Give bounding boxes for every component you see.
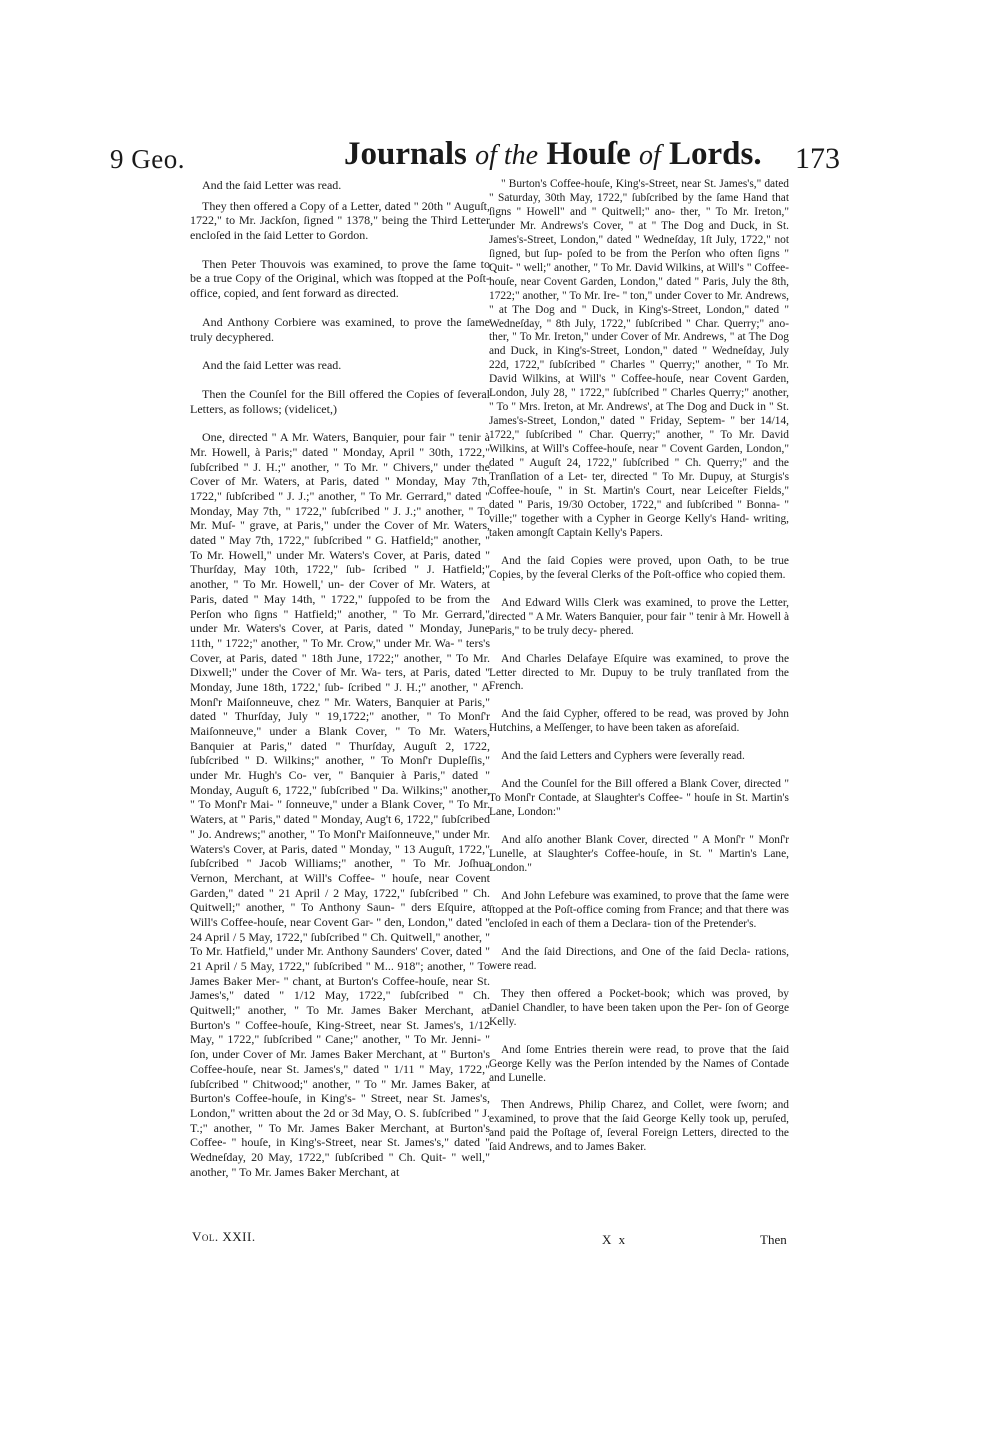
header-title — [344, 136, 762, 173]
volume-number: Vol. XXII. — [192, 1229, 256, 1244]
signature-mark: X x — [602, 1232, 628, 1247]
paragraph: One, directed " A Mr. Waters, Banquier, pour fair " tenir à Mr. Howell, à Paris;" dated " Monday, April " 30th, 1722," ſubſcribed " J. H.;" another, " To Mr. " Chivers," under the Cover of Mr. Waters, at Paris, dated " Monday, May 7th, 1722," ſubſcribed " J. J.;" another, " To Mr. Gerrard," dated " Monday, May 7th, " 1722," ſubſcribed " J. J.;" another, " To Mr. Muſ- " grave, at Paris," under the Cover of Mr. Waters, dated " May 7th, 1722," ſubſcribed " G. Hatfield;" another, " To Mr. Howell," under Mr. Waters's Cover, at Paris, dated " Thurſday, May 10th, 1722," ſub- ſcribed " J. Hatfield;" another, " To Mr. Howell,' un- der Cover of Mr. Waters, at Paris, dated " May 14th, " 1722," ſuppoſed to be from the Perſon who ſigns " Hatfield;" another, " To Mr. Gerrard," under Mr. Waters's Cover, at Paris, dated " Monday, June 11th, " 1722;" another, " To Mr. Crow," under Mr. Wa- " ters's Cover, at Paris, dated " 18th June, 1722;" another, " To Mr. Dixwell;" under the Cover of Mr. Wa- ters, at Paris, dated " Monday, June 18th, 1722,' ſub- ſcribed " J. H.;" another, " A Monſ'r Maiſonneuve, chez " Mr. Waters, Banquier at Paris," dated " Thurſday, July " 19,1722;" another, " To Monſ'r Maiſonneuve," under a Blank Cover, " To Mr. Waters, Banquier at Paris," dated " Thurſday, Auguſt 2, 1722, ſubſcribed " D. Wilkins;" another, " To Monſ'r Dupleſſis," under Mr. Hugh's Co- ver, " Banquier à Paris," dated " Monday, Auguſt 6, 1722," ſubſcribed " Da. Wilkins;" another, " To Monſ'r Mai- " ſonneuve," under a Blank Cover, " To Mr. Waters, at " Paris," dated " Monday, Aug't 6, 1722," ſubſcribed " Jo. Andrews;" another, " To Monſ'r Maiſonneuve," under Mr. Waters's Cover, at Paris, dated " Monday, " 13 Auguſt, 1722," ſubſcribed " Jacob Williams;" another, " To Mr. Joſhua Vernon, Merchant, at Will's Coffee- " houſe, near Covent Garden," dated " 21 April / 2 May, 1722," ſubſcribed " Ch. Quitwell;" another, " To Anthony Saun- " ders Eſquire, at Will's Coffee-houſe, near Covent Gar- " den, London," dated " 24 April / 5 May, 1722," ſubſcribed " Ch. Quitwell," another, " To Mr. Hatfield," under Mr. Anthony Saunders' Cover, dated " 21 April / 5 May, 1722," ſubſcribed " M... 918"; another, " To James Baker Mer- " chant, at Burton's Coffee-houſe, near St. James's," dated " 1/12 May, 1722," ſubſcribed " Ch. Quitwell;" another, " To Mr. James Baker Merchant, at Burton's " Coffee-houſe, King-Street, near St. James's, 1/12 May, " 1722," ſubſcribed " Cane;" another, " To Mr. Jenni- " ſon, under Cover of Mr. James Baker Merchant, at " Burton's Coffee-houſe, near St. James's," dated " 1/11 " May, 1722," ſubſcribed " Chitwood;" another, " To " Mr. James Baker, at Burton's Coffee-houſe, in King's- " Street, near St. James's, London," written about the 2d or 3d May, O. S. ſubſcribed " J. T.;" another, " To Mr. James Baker Merchant, at Burton's Coffee- " houſe, in King's-Street, near St. James's," dated " Wedneſday, 20 May, 1722," ſubſcribed " Ch. Quit- " well," another, " To Mr. James Baker Merchant, at — [190, 430, 490, 1179]
paragraph: And Anthony Corbiere was examined, to prove the ſame truly decyphered. — [190, 314, 490, 344]
header-title-of: of — [638, 140, 661, 171]
left-column — [190, 178, 490, 1193]
paragraph: And Edward Wills Clerk was examined, to prove the Letter, directed " A Mr. Waters Banquier, pour fair " tenir à Mr. Howell à Paris," to be truly decy- phered. — [489, 596, 789, 637]
page-number: 173 — [795, 142, 840, 175]
catchword: Then — [760, 1232, 787, 1247]
header-title-journals: Journals — [344, 136, 476, 172]
paragraph: Then the Counſel for the Bill offered the Copies of ſeveral Letters, as follows; (videlicet,) — [190, 386, 490, 416]
header-regnal-year: 9 Geo. — [110, 144, 185, 174]
paragraph: And the Counſel for the Bill offered a Blank Cover, directed " To Monſ'r Contade, at Slaughter's Coffee- " houſe in St. Martin's Lane, London:" — [489, 778, 789, 819]
paragraph: And Charles Delafaye Eſquire was examined, to prove the Letter directed to Mr. Dupuy to be truly tranſlated from the French. — [489, 652, 789, 693]
header-title-of-the: of the — [475, 140, 539, 171]
paragraph: And the ſaid Letters and Cyphers were ſeverally read. — [501, 750, 745, 763]
paragraph: And the ſaid Cypher, offered to be read, was proved by John Hutchins, a Meſſenger, to have been taken as aforeſaid. — [489, 708, 789, 735]
paragraph: And ſome Entries therein were read, to prove that the ſaid George Kelly was the Perſon intended by the Names of Contade and Lunelle. — [489, 1043, 789, 1084]
right-column — [489, 178, 789, 1169]
paragraph: And alſo another Blank Cover, directed " A Monſ'r " Monſ'r Lunelle, at Slaughter's Coffee-houſe, in St. " Martin's Lane, London." — [489, 834, 789, 875]
paragraph: And John Lefebure was examined, to prove that the ſame were ſtopped at the Poſt-office coming from France; and that there was encloſed in each of them a Declara- tion of the Pretender's. — [489, 889, 789, 930]
running-header — [110, 136, 840, 184]
paragraph: And the ſaid Copies were proved, upon Oath, to be true Copies, by the ſeveral Clerks of the Poſt-office who copied them. — [489, 554, 789, 581]
header-title-lords: Lords. — [660, 136, 762, 172]
paragraph: And the ſaid Letter was read. — [202, 358, 342, 373]
paragraph: They then offered a Pocket-book; which was proved, by Daniel Chandler, to have been taken upon the Per- ſon of George Kelly. — [489, 987, 789, 1028]
paragraph: Then Peter Thouvois was examined, to prove the ſame to be a true Copy of the Original, which was ſtopped at the Poſt-office, copied, and ſent forward as directed. — [190, 256, 490, 301]
paragraph: And the ſaid Directions, and One of the ſaid Decla- rations, were read. — [489, 945, 789, 972]
paragraph: " Burton's Coffee-houſe, King's-Street, near St. James's," dated " Saturday, 30th May, 1722," ſubſcribed by the ſame Hand that ſigns " Howell" and " Quitwell;" ano- ther, " To Mr. Ireton," under Mr. Andrews's Cover, " at " The Dog and Duck, in St. James's-Street, London," dated " Wedneſday, 1ſt July, 1722," not ſigned, but ſup- poſed to be from the Perſon who often ſigns " Quit- " well;" another, " To Mr. David Wilkins, at Will's " Coffee-houſe, near Covent Garden, London," dated " Paris, July the 8th, 1722;" another, " To Mr. Ire- " ton," under Cover to Mr. Andrews, " at The Dog and " Duck, in King's-Street, London," dated " Wedneſday, " 8th July, 1722," ſubſcribed " Char. Querry;" ano- ther, " To Mr. Ireton," under Cover of Mr. Andrews, " at The Dog and Duck, in King's-Street, London," dated " Wedneſday, July 22d, 1722," ſubſcribed " Charles " Querry;" another, " To Mr. David Wilkins, at Will's " Coffee-houſe, near Covent Garden, London, July 28, " 1722," ſubſcribed " Charles Querry;" another, " To " Mrs. Ireton, at Mr. Andrews', at The Dog and Duck in " St. James's-Street, London," dated " Friday, Septem- " ber 14/14, 1722," ſubſcribed " Char. Querry;" another, " To Mr. David Wilkins, at Will's Coffee-houſe, near " Covent Garden, London," dated " Auguſt 24, 1722," ſubſcribed " Ch. Querry;" and the Tranſlation of a Let- ter, directed " To Mr. Dupuy, at Sturgis's Coffee-houſe, " in St. Martin's Court, near Leiceſter Fields," dated " Paris, 19/30 October, 1722," and ſubſcribed " Bonna- " ville;" together with a Cypher in George Kelly's Hand- writing, taken amongſt Captain Kelly's Papers. — [489, 178, 789, 539]
paragraph: Then Andrews, Philip Charez, and Collet, were ſworn; and examined, to prove that the ſaid George Kelly took up, peruſed, and paid the Poſtage of, ſeveral Foreign Letters, directed to the ſaid Andrews, and to James Baker. — [489, 1099, 789, 1154]
paragraph: They then offered a Copy of a Letter, dated " 20th " Auguſt, 1722," to Mr. Jackſon, ſigned " 1378," being the Third Letter encloſed in the ſaid Letter to Gordon. — [190, 198, 490, 243]
paragraph: And the ſaid Letter was read. — [202, 178, 342, 192]
header-title-house: Houſe — [538, 136, 639, 172]
